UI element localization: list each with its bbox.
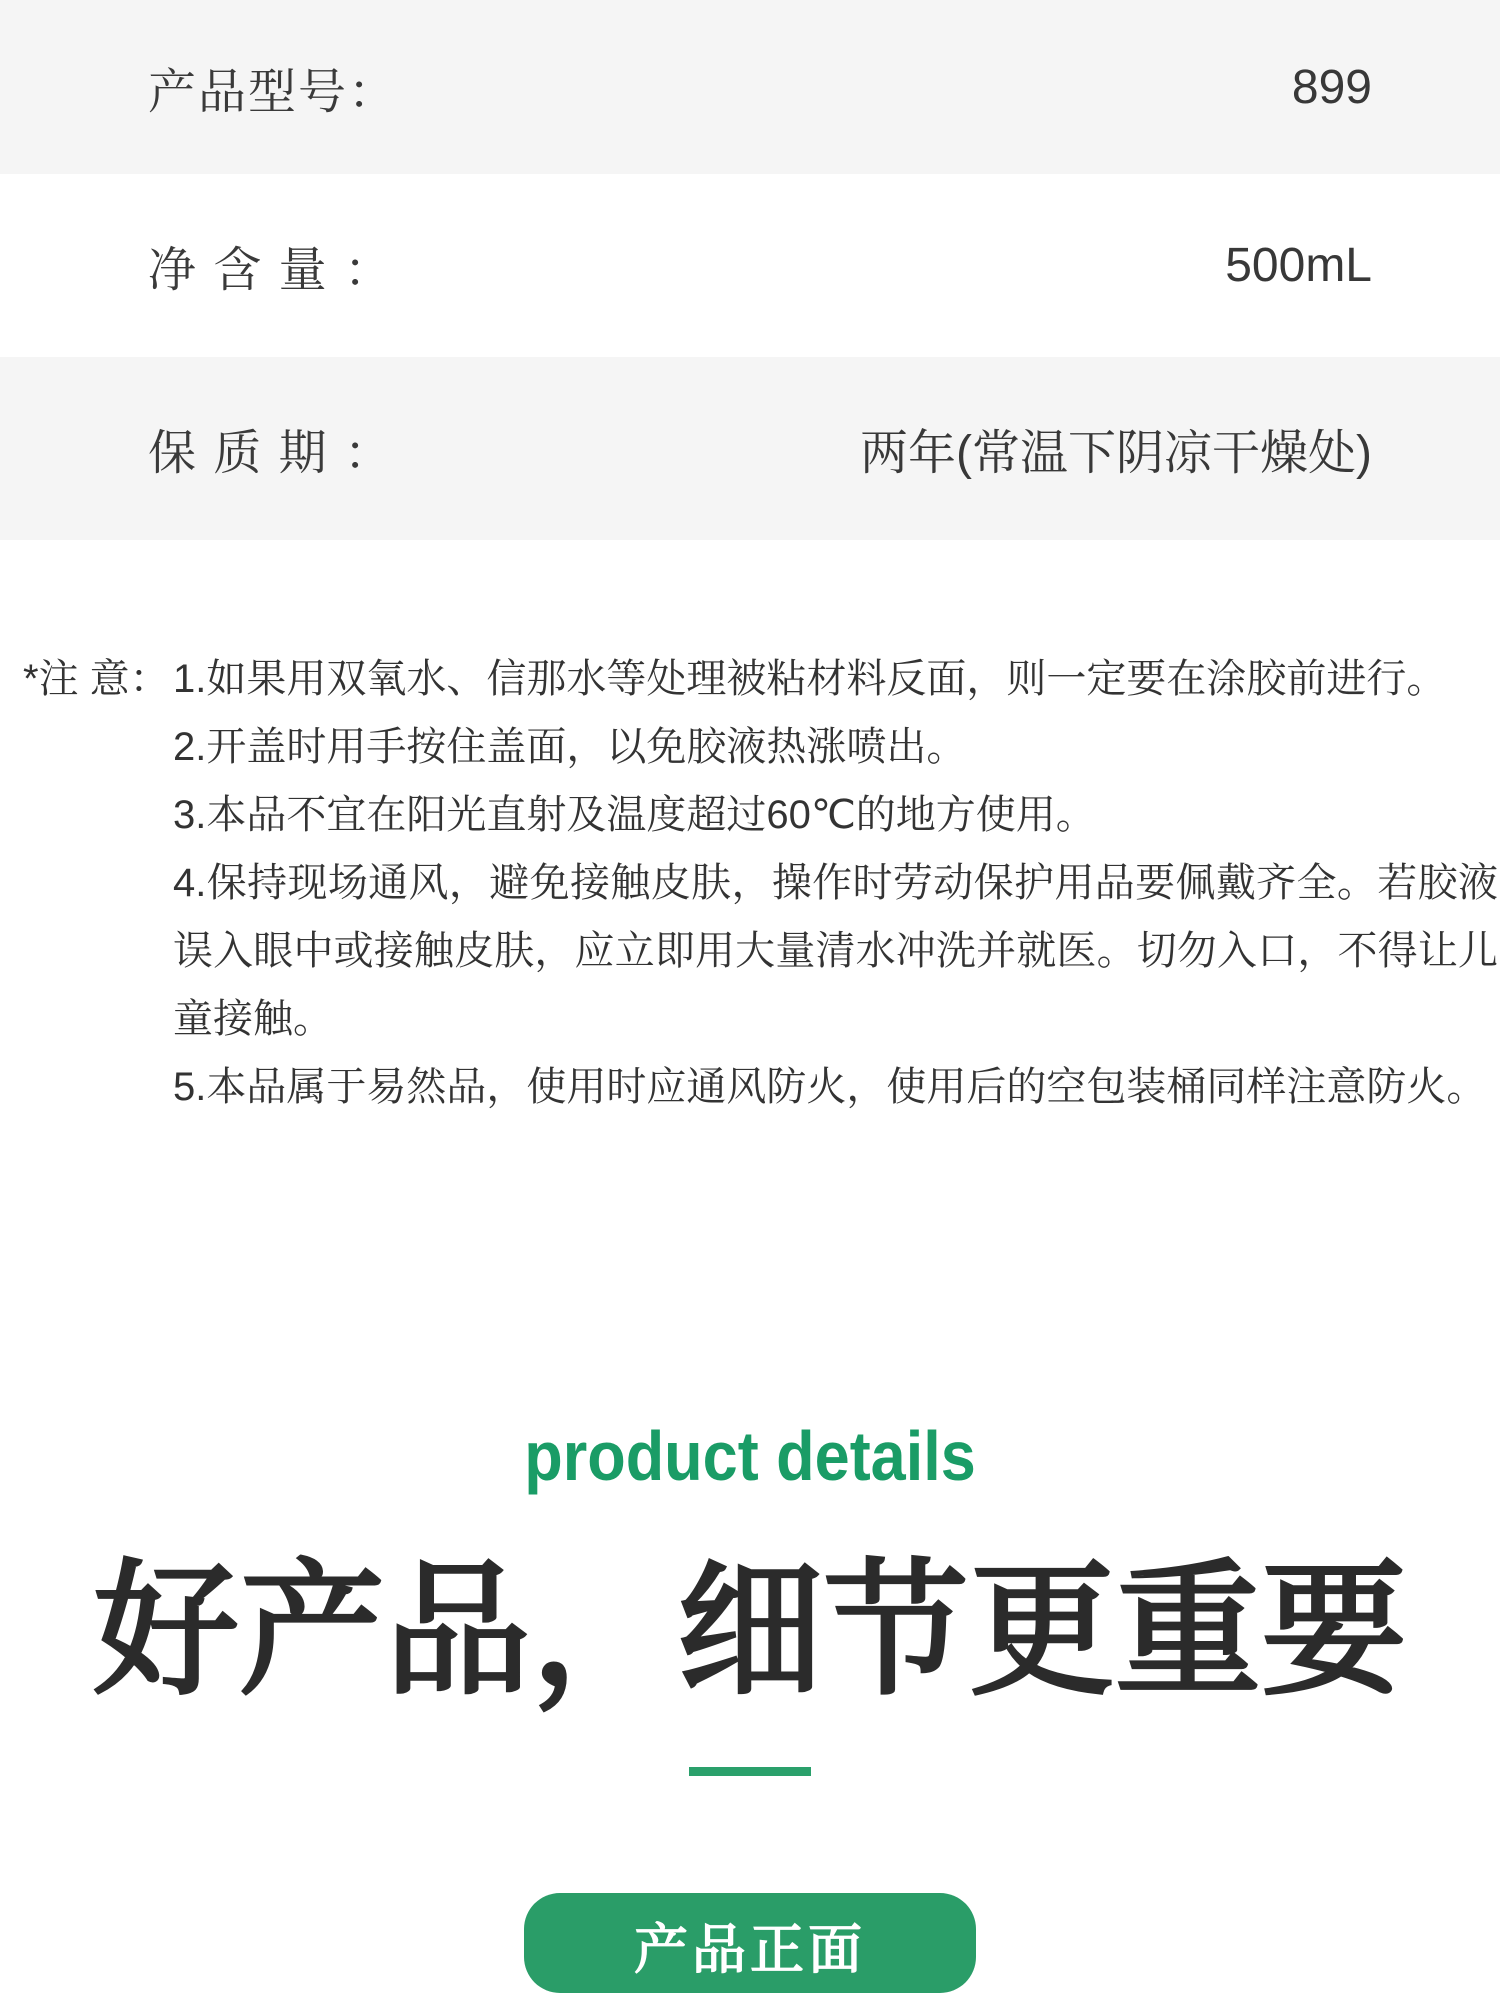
note-item-4: 4.保持现场通风，避免接触皮肤，操作时劳动保护用品要佩戴齐全。若胶液误入眼中或接触皮肤，应立即用大量清水冲洗并就医。切勿入口，不得让儿童接触。 <box>173 861 1498 1041</box>
spec-row-model <box>0 0 1500 174</box>
spec-label-model: 产品型号： <box>148 65 399 119</box>
notes-section <box>0 645 1500 1121</box>
section-tab-product-front <box>524 1893 976 1993</box>
details-title: 好产品，细节更重要 <box>93 1549 1407 1712</box>
note-item-1: 1.如果用双氧水、信那水等处理被粘材料反面，则一定要在涂胶前进行。 <box>173 657 1447 701</box>
notes-label: *注 意： <box>23 657 170 701</box>
notes-content <box>173 645 1498 1121</box>
spec-table <box>0 0 1500 540</box>
note-item-3: 3.本品不宜在阳光直射及温度超过60℃的地方使用。 <box>173 793 1096 837</box>
spec-row-shelf-life <box>0 357 1500 540</box>
spec-value-net-content: 500mL <box>1225 239 1372 292</box>
note-item-2: 2.开盖时用手按住盖面，以免胶液热涨喷出。 <box>173 725 967 769</box>
spec-label-net-content: 净 含 量 ： <box>148 244 395 297</box>
spec-row-net-content <box>0 174 1500 357</box>
spec-label-shelf-life: 保 质 期 ： <box>148 427 395 480</box>
section-tab-label: 产品正面 <box>634 1920 866 1980</box>
details-eyebrow: product details <box>524 1417 976 1495</box>
details-header <box>0 1417 1500 1776</box>
spec-value-shelf-life: 两年(常温下阴凉干燥处) <box>860 427 1372 480</box>
note-item-5: 5.本品属于易然品，使用时应通风防火，使用后的空包装桶同样注意防火。 <box>173 1065 1487 1109</box>
accent-underline <box>689 1767 811 1776</box>
spec-value-model: 899 <box>1291 60 1372 114</box>
